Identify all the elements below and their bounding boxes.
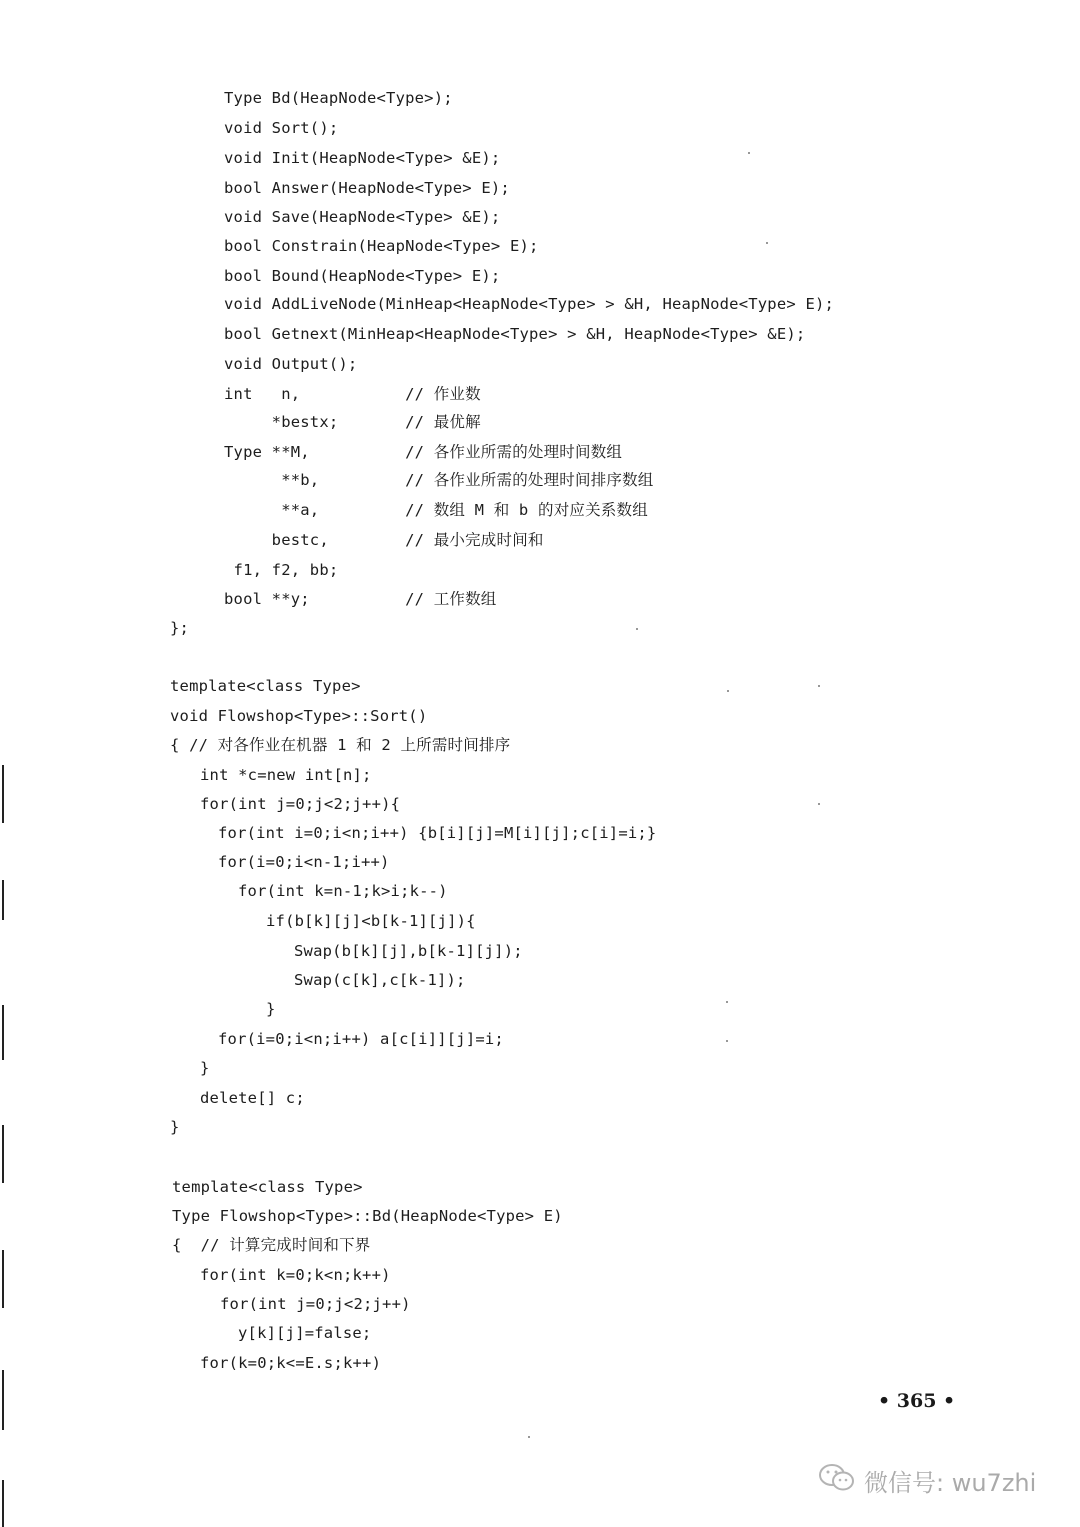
code-line: }: [170, 1118, 180, 1136]
code-line: for(int i=0;i<n;i++) {b[i][j]=M[i][j];c[i]=i;}: [218, 824, 657, 842]
scan-speck: [748, 152, 750, 154]
code-line: bool Bound(HeapNode<Type> E);: [224, 267, 501, 285]
code-line: delete[] c;: [200, 1089, 305, 1107]
code-line: bool **y; // 工作数组: [224, 590, 497, 608]
code-line: for(i=0;i<n-1;i++): [218, 853, 390, 871]
scan-margin-mark: [2, 765, 4, 823]
code-line: for(k=0;k<=E.s;k++): [200, 1354, 382, 1372]
code-line: void Save(HeapNode<Type> &E);: [224, 208, 501, 226]
code-line: bool Constrain(HeapNode<Type> E);: [224, 237, 539, 255]
scan-speck: [528, 1436, 530, 1438]
code-line: *bestx; // 最优解: [224, 413, 481, 431]
scan-margin-mark: [2, 880, 4, 920]
code-line: };: [170, 619, 190, 637]
page-number: • 365 •: [878, 1390, 956, 1412]
code-line: for(i=0;i<n;i++) a[c[i]][j]=i;: [218, 1030, 504, 1048]
code-line: { // 对各作业在机器 1 和 2 上所需时间排序: [170, 736, 511, 754]
code-line: { // 计算完成时间和下界: [172, 1236, 371, 1254]
code-line: void Output();: [224, 355, 358, 373]
code-line: for(int k=n-1;k>i;k--): [238, 882, 448, 900]
code-line: for(int k=0;k<n;k++): [200, 1266, 391, 1284]
code-line: void Init(HeapNode<Type> &E);: [224, 149, 501, 167]
code-line: Swap(b[k][j],b[k-1][j]);: [294, 942, 523, 960]
code-line: template<class Type>: [172, 1178, 363, 1196]
code-line: void AddLiveNode(MinHeap<HeapNode<Type> > &H, HeapNode<Type> E);: [224, 295, 835, 313]
scan-speck: [726, 1001, 728, 1003]
code-line: int n, // 作业数: [224, 385, 481, 403]
scan-speck: [726, 1040, 728, 1042]
code-line: bestc, // 最小完成时间和: [224, 531, 544, 549]
code-line: void Sort();: [224, 119, 339, 137]
scan-speck: [766, 242, 768, 244]
scan-speck: [818, 685, 820, 687]
code-line: Swap(c[k],c[k-1]);: [294, 971, 466, 989]
scan-margin-mark: [2, 1005, 4, 1060]
code-line: template<class Type>: [170, 677, 361, 695]
code-line: bool Getnext(MinHeap<HeapNode<Type> > &H, HeapNode<Type> &E);: [224, 325, 806, 343]
scan-speck: [727, 690, 729, 692]
scan-speck: [636, 628, 638, 630]
code-line: **b, // 各作业所需的处理时间排序数组: [224, 471, 654, 489]
code-line: int *c=new int[n];: [200, 766, 372, 784]
code-line: if(b[k][j]<b[k-1][j]){: [266, 912, 476, 930]
code-line: for(int j=0;j<2;j++){: [200, 795, 401, 813]
scan-margin-mark: [2, 1480, 4, 1527]
code-line: Type Flowshop<Type>::Bd(HeapNode<Type> E): [172, 1207, 563, 1225]
watermark-text: 微信号: wu7zhi: [864, 1468, 1037, 1497]
code-line: bool Answer(HeapNode<Type> E);: [224, 179, 510, 197]
watermark: [818, 1460, 1036, 1500]
code-line: f1, f2, bb;: [224, 561, 339, 579]
scan-margin-mark: [2, 1370, 4, 1430]
code-line: Type **M, // 各作业所需的处理时间数组: [224, 443, 623, 461]
wechat-icon: [818, 1462, 856, 1498]
scan-margin-mark: [2, 1250, 4, 1308]
code-line: }: [266, 1000, 276, 1018]
code-line: y[k][j]=false;: [238, 1324, 372, 1342]
code-line: Type Bd(HeapNode<Type>);: [224, 89, 453, 107]
scan-margin-mark: [2, 1125, 4, 1183]
code-line: **a, // 数组 M 和 b 的对应关系数组: [224, 501, 648, 519]
scan-speck: [818, 803, 820, 805]
code-line: for(int j=0;j<2;j++): [220, 1295, 411, 1313]
code-line: void Flowshop<Type>::Sort(): [170, 707, 428, 725]
code-line: }: [200, 1059, 210, 1077]
